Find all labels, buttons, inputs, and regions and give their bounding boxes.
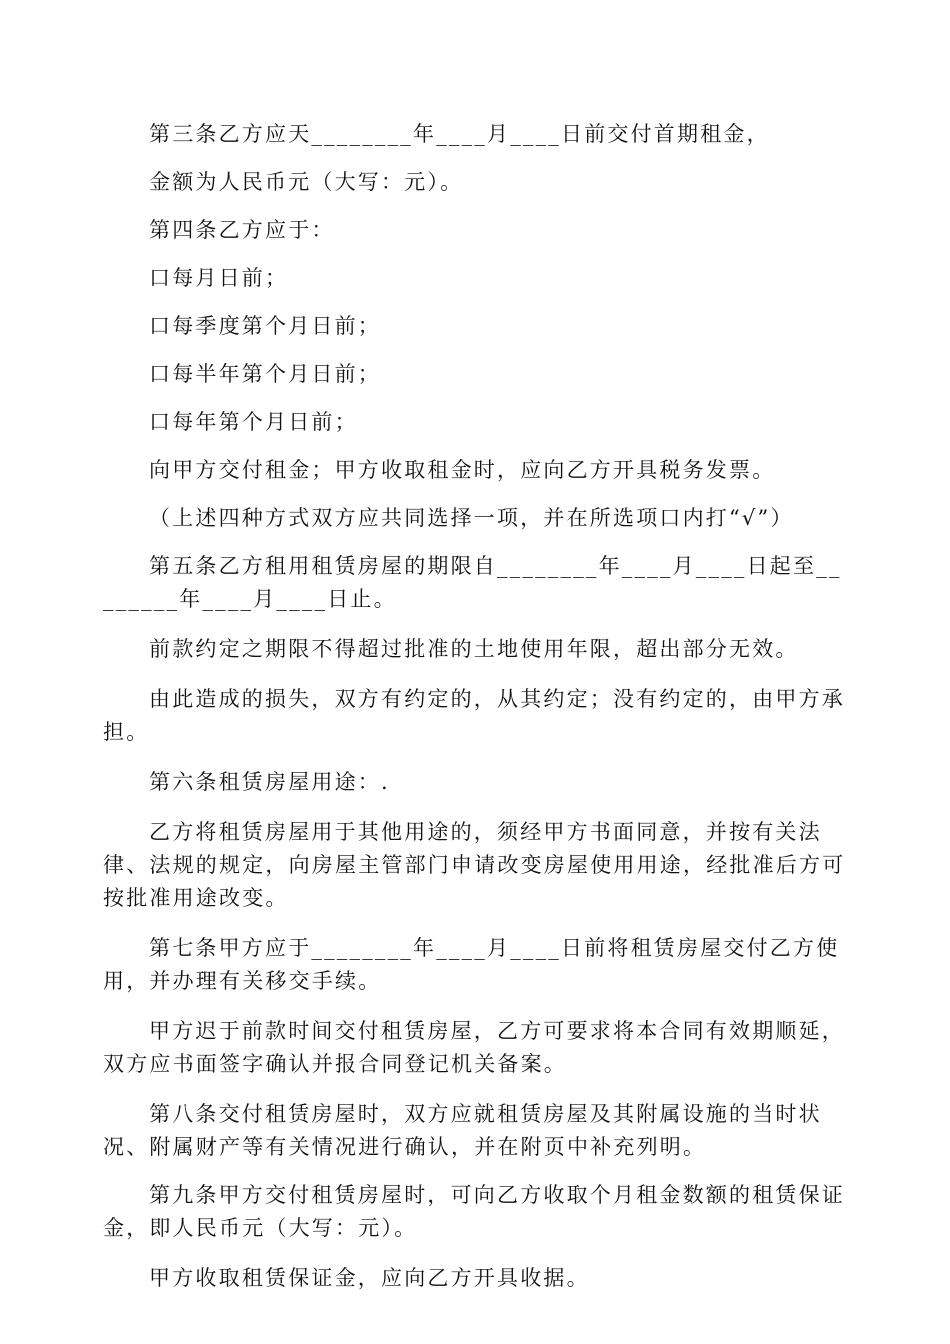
option-monthly: 口每月日前；	[149, 266, 289, 290]
paragraph-article-5: 第五条乙方租用租赁房屋的期限自________年____月____日起至________年____月____日止。	[103, 554, 842, 611]
paragraph-article-6: 第六条租赁房屋用途：.	[149, 770, 390, 794]
paragraph-receipt: 甲方收取租赁保证金，应向乙方开具收据。	[149, 1266, 590, 1290]
paragraph-article-9: 第九条甲方交付租赁房屋时，可向乙方收取个月租金数额的租赁保证金，即人民币元（大写：元）。	[103, 1183, 845, 1240]
paragraph-article-4: 第四条乙方应于：	[149, 218, 335, 242]
paragraph-loss: 由此造成的损失，双方有约定的，从其约定；没有约定的，由甲方承担。	[103, 687, 845, 744]
paragraph-pay-rent: 向甲方交付租金；甲方收取租金时，应向乙方开具税务发票。	[149, 458, 776, 482]
paragraph-delay: 甲方迟于前款时间交付租赁房屋，乙方可要求将本合同有效期顺延，双方应书面签字确认并报合同登记机关备案。	[103, 1019, 845, 1076]
paragraph-usage-change: 乙方将租赁房屋用于其他用途的，须经甲方书面同意，并按有关法律、法规的规定，向房屋主管部门申请改变房屋使用用途，经批准后方可按批准用途改变。	[103, 820, 846, 910]
paragraph-article-3: 第三条乙方应天________年____月____日前交付首期租金，	[149, 122, 770, 146]
paragraph-article-8: 第八条交付租赁房屋时，双方应就租赁房屋及其附属设施的当时状况、附属财产等有关情况进行确认，并在附页中补充列明。	[103, 1102, 822, 1159]
paragraph-article-7: 第七条甲方应于________年____月____日前将租赁房屋交付乙方使用，并办理有关移交手续。	[103, 936, 840, 993]
option-yearly: 口每年第个月日前；	[149, 410, 358, 434]
option-half-yearly: 口每半年第个月日前；	[149, 362, 381, 386]
paragraph-term-limit: 前款约定之期限不得超过批准的土地使用年限，超出部分无效。	[149, 637, 799, 661]
paragraph-choice-note: （上述四种方式双方应共同选择一项，并在所选项口内打“√”）	[149, 506, 794, 530]
document-page	[103, 118, 853, 1295]
paragraph-amount: 金额为人民币元（大写：元）。	[149, 170, 464, 194]
option-quarterly: 口每季度第个月日前；	[149, 314, 381, 338]
